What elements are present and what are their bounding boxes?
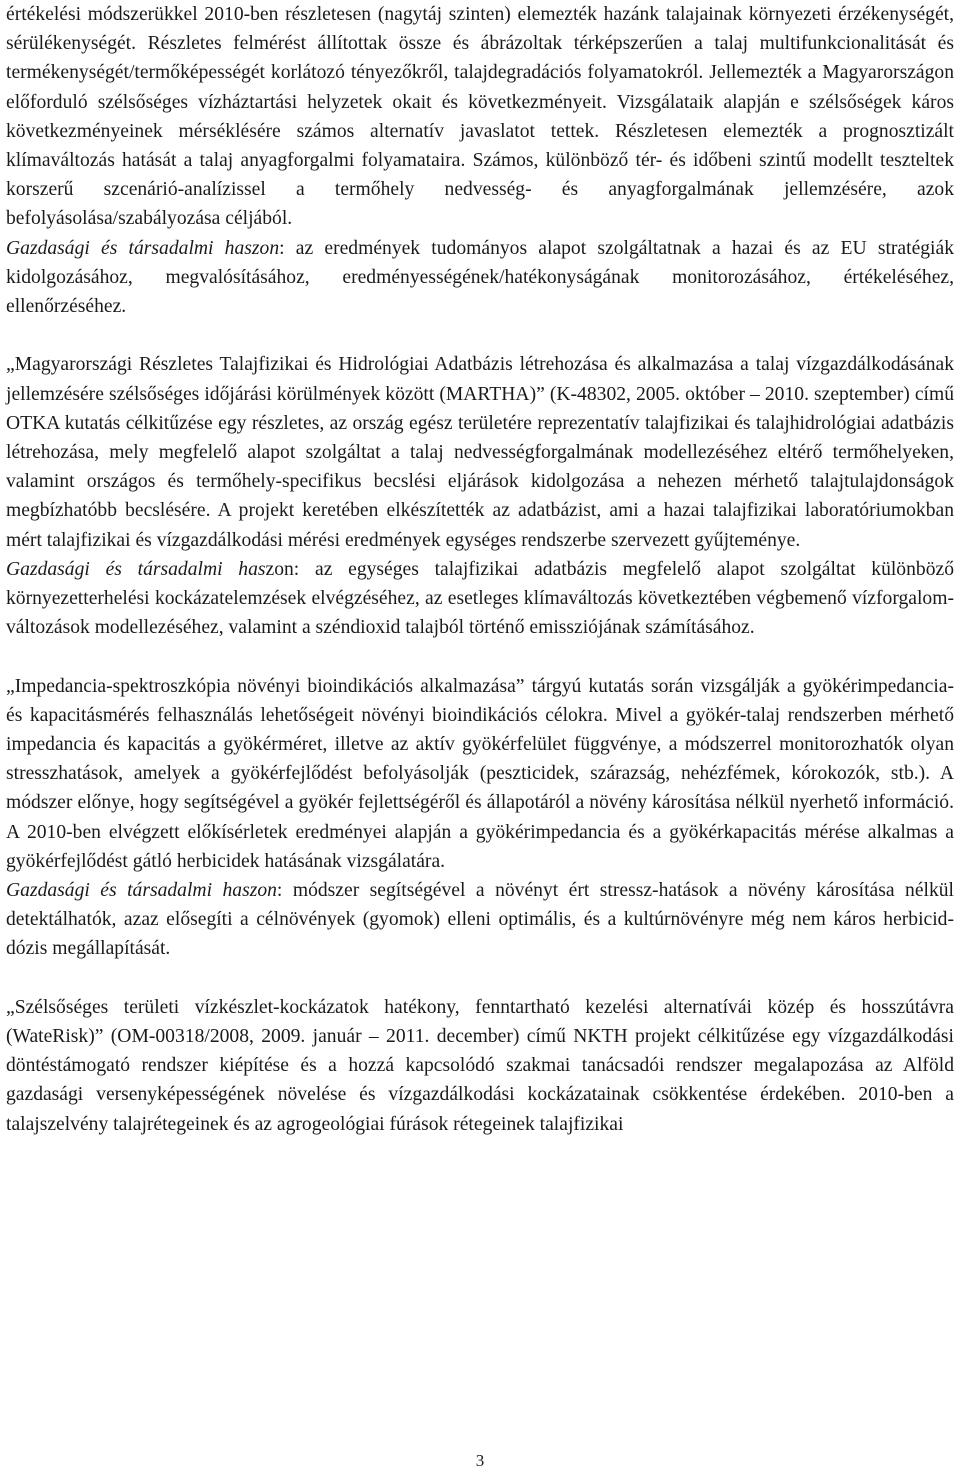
document-page bbox=[6, 0, 954, 1139]
benefit-text: : módszer segítségével a növényt ért stressz-hatások a növény károsítása nélkül detektálhatók, azaz elősegíti a célnövények (gyomok) elleni optimális, és a kultúrnövényre még nem káros herbicid-dózis megállapítását. bbox=[6, 880, 954, 960]
section-soil-sensitivity bbox=[6, 0, 954, 321]
section-impedance-spectroscopy bbox=[6, 672, 954, 964]
section-martha-project bbox=[6, 350, 954, 642]
benefit-label: Gazdasági és társadalmi has bbox=[6, 558, 266, 580]
paragraph-body bbox=[6, 993, 954, 1139]
paragraph-body bbox=[6, 350, 954, 554]
paragraph-text: értékelési módszerükkel 2010-ben részletesen (nagytáj szinten) elemezték hazánk talajainak környezeti érzékenységét, sérülékenységét. Részletes felmérést állítottak össze és ábrázoltak térképszerűen a talaj multifunkcionalitását és termékenységét/termőképességét korlátozó tényezőkről, talajdegradációs folyamatokról. Jellemezték a Magyarországon előforduló szélsőséges vízháztartási helyzetek okait és következményeit. Vizsgálataik alapján e szélsőségek káros következményeinek mérséklésére számos alternatív javaslatot tettek. Részletesen elemezték a prognosztizált klímaváltozás hatását a talaj anyagforgalmi folyamataira. Számos, különböző tér- és időbeni szintű modellt teszteltek korszerű szcenárió-analízissel a termőhely nedvesség- és anyagforgalmának jellemzésére, azok befolyásolása/szabályozása céljából. bbox=[6, 4, 954, 230]
benefit-text: : az eredmények tudományos alapot szolgáltatnak a hazai és az EU stratégiák kidolgozásához, megvalósításához, eredményességének/hatékonyságának monitorozásához, értékeléséhez, ellenőrzéséhez. bbox=[6, 237, 954, 318]
section-waterisk-project bbox=[6, 993, 954, 1139]
benefit-text: zon: az egységes talajfizikai adatbázis megfelelő alapot szolgáltat különböző környezetterhelési kockázatelemzések elvégzéséhez, az esetleges klímaváltozás következtében végbemenő vízforgalom-változások modellezéséhez, valamint a széndioxid talajból történő emissziójának számításához. bbox=[6, 558, 954, 639]
paragraph-text: „Szélsőséges területi vízkészlet-kockázatok hatékony, fenntartható kezelési alternatívái közép és hosszútávra (WateRisk)” (OM-00318/2008, 2009. január – 2011. december) című NKTH projekt célkitűzése egy vízgazdálkodási döntéstámogató rendszer kiépítése és a hozzá kapcsolódó szakmai tanácsadói rendszer megalapozása az Alföld gazdasági versenyképességének növelése és vízgazdálkodási kockázatainak csökkentése érdekében. 2010-ben a talajszelvény talajrétegeinek és az agrogeológiai fúrások rétegeinek talajfizikai bbox=[6, 996, 954, 1135]
page-number: 3 bbox=[475, 1451, 485, 1470]
paragraph-benefit bbox=[6, 555, 954, 643]
benefit-label: Gazdasági és társadalmi haszon bbox=[6, 880, 277, 902]
paragraph-text: „Magyarországi Részletes Talajfizikai és Hidrológiai Adatbázis létrehozása és alkalmazása a talaj vízgazdálkodásának jellemzésére szélsőséges időjárási körülmények között (MARTHA)” (K-48302, 2005. október – 2010. szeptember) című OTKA kutatás célkitűzése egy részletes, az ország egész területére reprezentatív talajfizikai és talajhidrológiai adatbázis létrehozása, mely megfelelő alapot szolgáltat a talaj nedvességforgalmának modellezéséhez eltérő termőhelyeken, valamint országos és termőhely-specifikus becslési eljárások kidolgozása a nehezen mérhető talajtulajdonságok megbízhatóbb becslésére. A projekt keretében elkészítették az adatbázist, ami a hazai talajfizikai laboratóriumokban mért talajfizikai és vízgazdálkodási mérési eredmények egységes rendszerbe szervezett gyűjteménye. bbox=[6, 354, 954, 551]
paragraph-text: „Impedancia-spektroszkópia növényi bioindikációs alkalmazása” tárgyú kutatás során vizsgálják a gyökérimpedancia- és kapacitásmérés felhasználás lehetőségeit növényi bioindikációs célokra. Mivel a gyökér-talaj rendszerben mérhető impedancia és kapacitás a gyökérméret, illetve az aktív gyökérfelület függvénye, a módszerrel monitorozhatók olyan stresszhatások, amelyek a gyökérfejlődést befolyásolják (peszticidek, szárazság, nehézfémek, kórokozók, stb.). A módszer előnye, hogy segítségével a gyökér fejlettségéről és állapotáról a növény károsítása nélkül nyerhető információ. A 2010-ben elvégzett előkísérletek eredményei alapján a gyökérimpedancia és a gyökérkapacitás mérése alkalmas a gyökérfejlődést gátló herbicidek hatásának vizsgálatára. bbox=[6, 675, 954, 872]
paragraph-benefit bbox=[6, 876, 954, 964]
paragraph-body bbox=[6, 672, 954, 876]
paragraph-body bbox=[6, 0, 954, 234]
benefit-label: Gazdasági és társadalmi haszon bbox=[6, 237, 280, 259]
paragraph-benefit bbox=[6, 234, 954, 322]
